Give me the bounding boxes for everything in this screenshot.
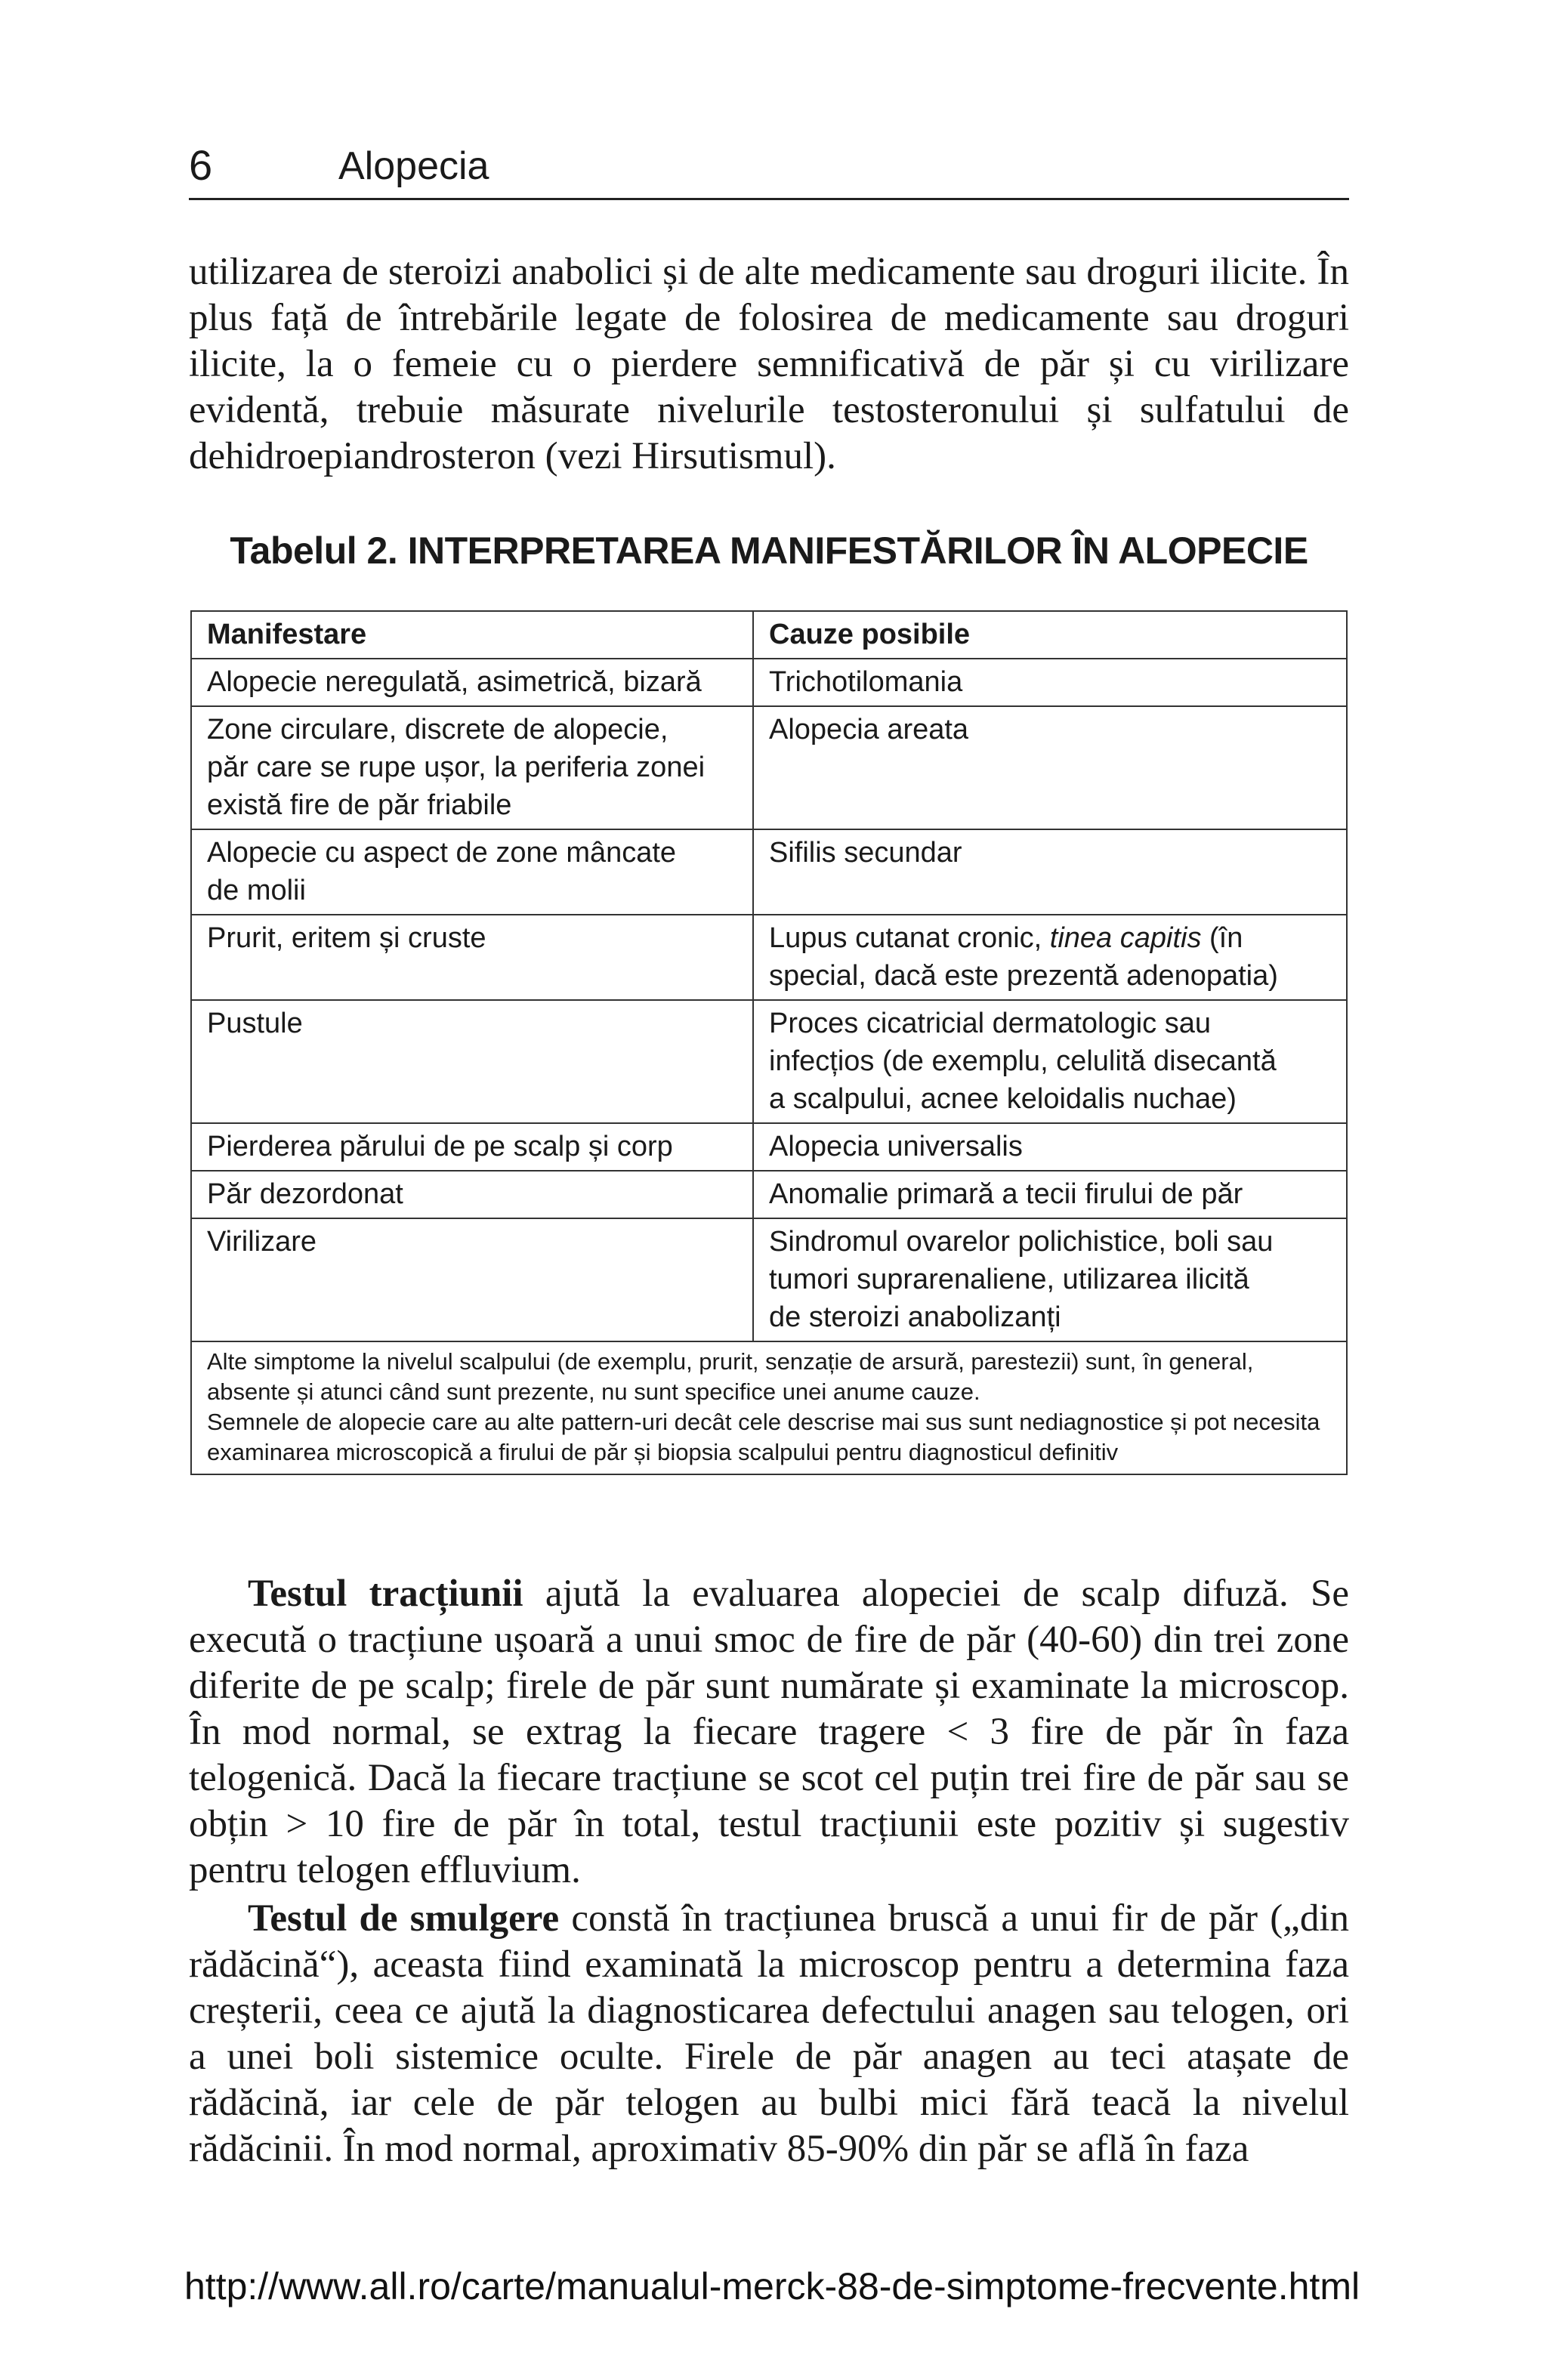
cell-line: Pierderea părului de pe scalp și corp	[207, 1131, 673, 1162]
cell-line: păr care se rupe ușor, la periferia zonei	[207, 752, 706, 783]
cell-line: Pustule	[207, 1008, 303, 1039]
table-row	[191, 706, 1347, 829]
manifestare-cell	[191, 915, 753, 1000]
cauze-text: Lupus cutanat cronic,	[769, 922, 1050, 954]
cell-line: Zone circulare, discrete de alopecie,	[207, 714, 669, 745]
term-testul-de-smulgere: Testul de smulgere	[248, 1897, 560, 1940]
cauze-cell	[753, 1171, 1347, 1218]
table-caption: Tabelul 2. INTERPRETAREA MANIFESTĂRILOR ÎN ALOPECIE	[230, 529, 1308, 572]
cell-line: există fire de păr friabile	[207, 789, 512, 821]
cauze-cell	[753, 1000, 1347, 1123]
cell-line: Alopecia universalis	[769, 1131, 1023, 1162]
cauze-cell	[753, 706, 1347, 829]
cell-line: Prurit, eritem și cruste	[207, 922, 486, 954]
cell-line: Proces cicatricial dermatologic sau	[769, 1008, 1212, 1039]
manifestare-cell	[191, 1218, 753, 1341]
paragraph-text: ajută la evaluarea alopeciei de scalp difuză. Se execută o tracțiune ușoară a unui smoc de fire de păr (40-60) din trei zone diferite de pe scalp; firele de păr sunt numărate și examinate la microscop. În mod normal, se extrag la fiecare tragere < 3 fire de păr în faza telogenică. Dacă la fiecare tracțiune se scot cel puțin trei fire de păr sau se obțin > 10 fire de păr în total, testul tracțiunii este pozitiv și sugestiv pentru telogen effluvium.	[189, 1573, 1350, 1891]
cauze-cell	[753, 1218, 1347, 1341]
page-number: 6	[189, 141, 213, 189]
paragraph-testul-de-smulgere	[189, 1896, 1349, 2172]
manifestare-cell	[191, 659, 753, 706]
cell-line: de molii	[207, 875, 306, 906]
table-header-row	[191, 611, 1347, 659]
table-notes-row	[191, 1341, 1347, 1474]
table-row	[191, 829, 1347, 915]
cell-line: Trichotilomania	[769, 666, 963, 698]
manifestare-cell	[191, 1000, 753, 1123]
cell-line: Sifilis secundar	[769, 837, 962, 869]
manifestare-cell	[191, 1171, 753, 1218]
term-testul-tractiunii: Testul tracțiunii	[248, 1573, 523, 1615]
cell-line: Virilizare	[207, 1226, 317, 1258]
manifestare-cell	[191, 706, 753, 829]
cauze-cell	[753, 829, 1347, 915]
cell-line: Păr dezordonat	[207, 1178, 403, 1210]
cauze-cell	[753, 659, 1347, 706]
running-title: Alopecia	[338, 144, 489, 188]
cell-line: infecțios (de exemplu, celulită disecantă	[769, 1045, 1277, 1077]
intro-paragraph: utilizarea de steroizi anabolici și de alte medicamente sau droguri ilicite. În plus față de întrebările legate de folosirea de medicamente sau droguri ilicite, la o femeie cu o pierdere semnificativă de păr și cu virilizare evidentă, trebuie măsurate nivelurile testosteronului și sulfatului de dehidroepiandrosteron (vezi Hirsutismul).	[189, 251, 1349, 477]
cell-line: Alopecia areata	[769, 714, 969, 745]
footer-url: http://www.all.ro/carte/manualul-merck-88-de-simptome-frecvente.html	[184, 2265, 1360, 2307]
table-notes	[191, 1341, 1347, 1474]
header-cauze-posibile: Cauze posibile	[753, 611, 1347, 659]
manifestare-cell	[191, 829, 753, 915]
cell-line: a scalpului, acnee keloidalis nuchae)	[769, 1083, 1237, 1115]
table-row	[191, 1171, 1347, 1218]
table-row	[191, 1123, 1347, 1171]
cell-line: tumori suprarenaliene, utilizarea ilicită	[769, 1264, 1249, 1295]
table-row	[191, 915, 1347, 1000]
cell-line: Sindromul ovarelor polichistice, boli sau	[769, 1226, 1274, 1258]
cell-line: Anomalie primară a tecii firului de păr	[769, 1178, 1243, 1210]
manifestare-cell	[191, 1123, 753, 1171]
paragraph-text: constă în tracțiunea bruscă a unui fir de păr („din rădăcină“), aceasta fiind examinată la microscop pentru a determina faza creșterii, ceea ce ajută la diagnosticarea defectului anagen sau telogen, ori a unei boli sistemice oculte. Firele de păr anagen au teci atașate de rădăcină, iar cele de păr telogen au bulbi mici fără teacă la nivelul rădăcinii. În mod normal, aproximativ 85-90% din păr se află în faza	[189, 1897, 1349, 2170]
cauze-text: (în	[1201, 922, 1243, 954]
table-note: Alte simptome la nivelul scalpului (de exemplu, prurit, senzație de arsură, parestezii) sunt, în general, absente și atunci când sunt prezente, nu sunt specifice unei anume cauze.	[207, 1348, 1254, 1405]
cell-line	[769, 919, 1331, 957]
cauze-cell	[753, 915, 1347, 1000]
table-note: Semnele de alopecie care au alte pattern-uri decât cele descrise mai sus sunt nediagnostice și pot necesita examinarea microscopică a firului de păr și biopsia scalpului pentru diagnosticul definitiv	[207, 1409, 1320, 1465]
cell-line: de steroizi anabolizanți	[769, 1301, 1061, 1333]
table-row	[191, 659, 1347, 706]
cauze-italic-term: tinea capitis	[1049, 922, 1202, 954]
page-header	[189, 136, 1349, 200]
cell-line: special, dacă este prezentă adenopatia)	[769, 960, 1278, 992]
manifestations-table	[190, 610, 1348, 1475]
table-row	[191, 1000, 1347, 1123]
cauze-cell	[753, 1123, 1347, 1171]
header-manifestare: Manifestare	[191, 611, 753, 659]
table-row	[191, 1218, 1347, 1341]
cell-line: Alopecie neregulată, asimetrică, bizară	[207, 666, 702, 698]
paragraph-testul-tractiunii	[189, 1571, 1349, 1894]
cell-line: Alopecie cu aspect de zone mâncate	[207, 837, 677, 869]
